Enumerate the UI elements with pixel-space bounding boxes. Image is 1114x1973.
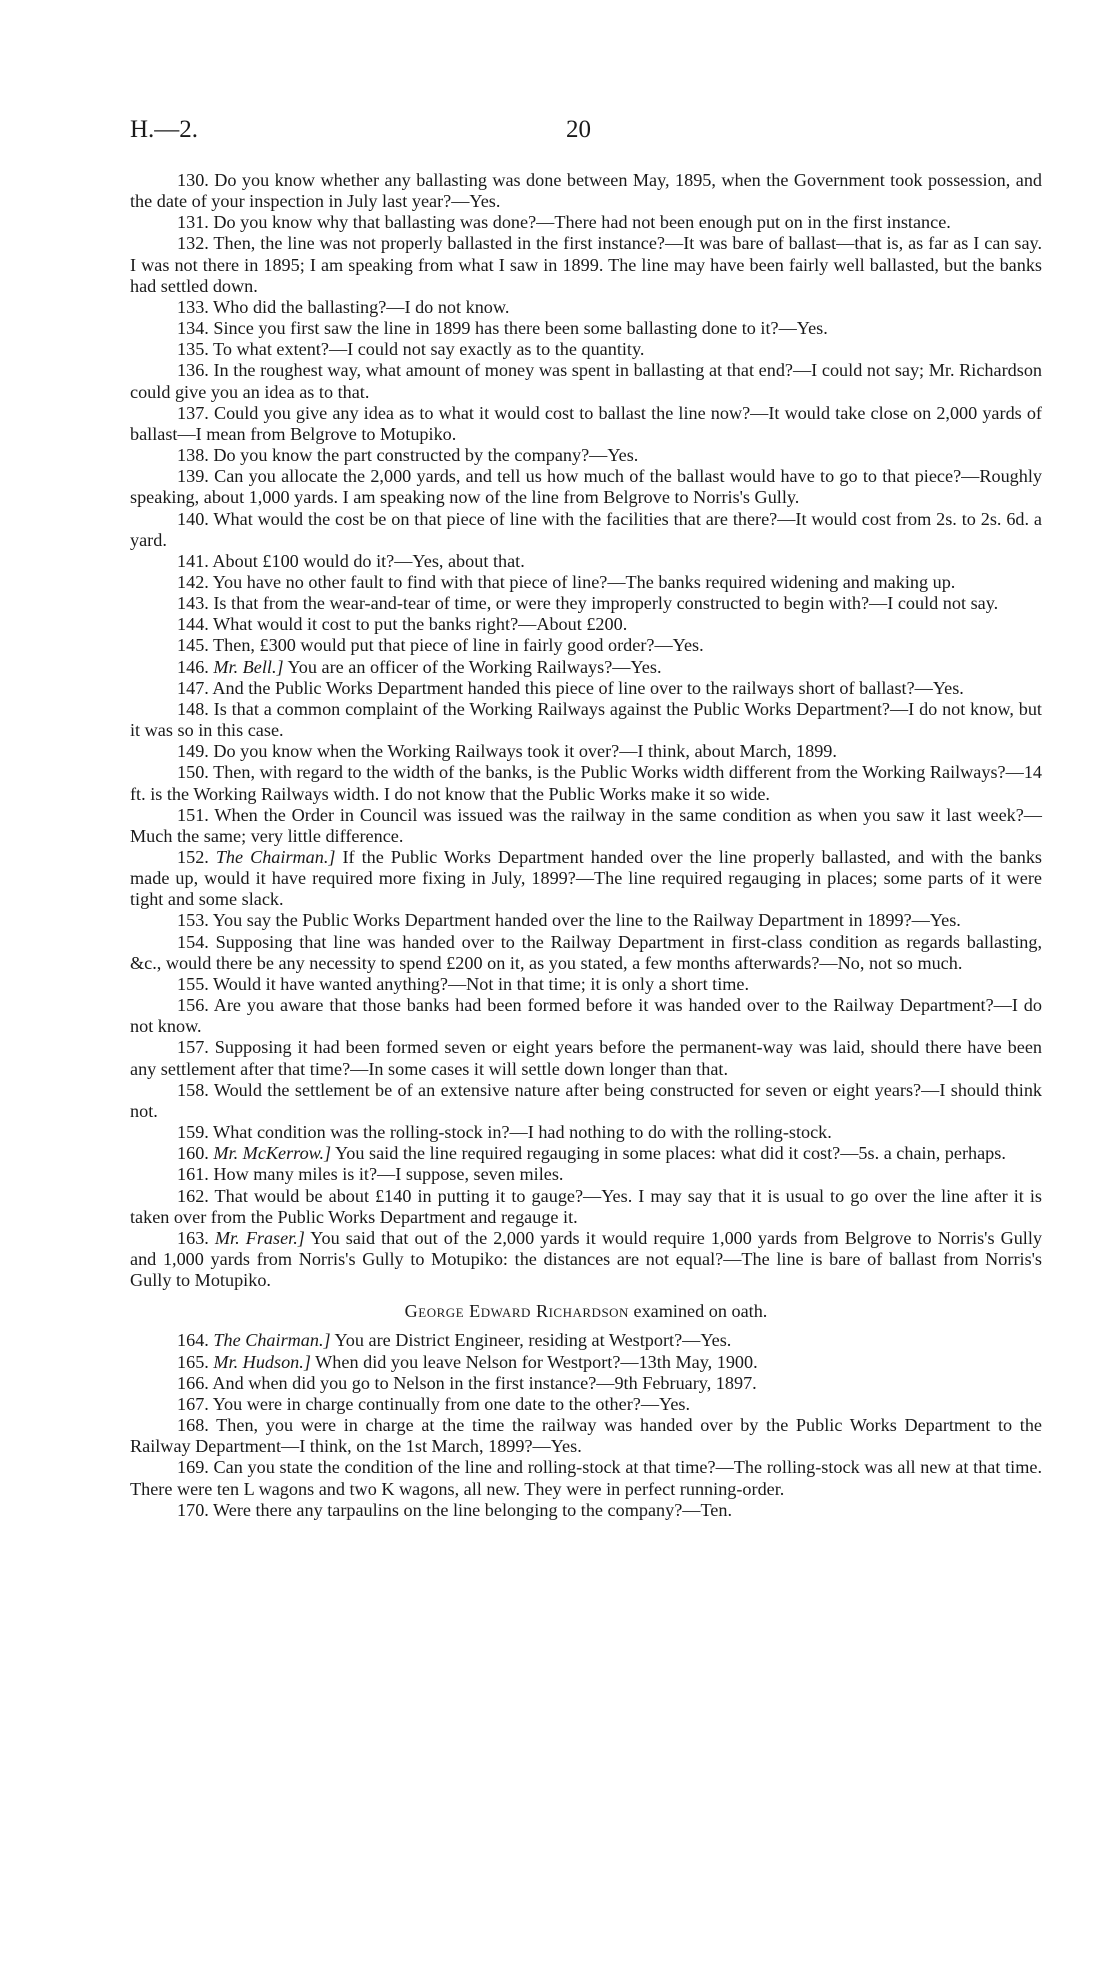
question-paragraph xyxy=(130,614,1042,635)
question-paragraph xyxy=(130,360,1042,402)
witness-heading xyxy=(130,1301,1042,1322)
question-paragraph xyxy=(130,741,1042,762)
question-text: Can you state the condition of the line and rolling-stock at that time?—The rolling-stock was all new at that time. There were ten L wagons and two K wagons, all new. They were in perfect running-order. xyxy=(130,1457,1042,1499)
question-number: 137. xyxy=(177,402,209,423)
question-number: 140. xyxy=(177,508,209,529)
question-number: 161. xyxy=(177,1164,209,1185)
question-paragraph xyxy=(130,466,1042,508)
question-text: That would be about £140 in putting it to gauge?—Yes. I may say that it is usual to go over the line after it is taken over from the Public Works Department and regauge it. xyxy=(130,1185,1042,1227)
question-text: When did you leave Nelson for Westport?—13th May, 1900. xyxy=(315,1351,758,1372)
question-number: 165. xyxy=(177,1351,209,1372)
question-text: Since you first saw the line in 1899 has there been some ballasting done to it?—Yes. xyxy=(213,318,828,339)
question-number: 150. xyxy=(177,762,209,783)
question-paragraph xyxy=(130,1037,1042,1079)
question-paragraph xyxy=(130,1500,1042,1521)
question-paragraph xyxy=(130,339,1042,360)
question-text: You are an officer of the Working Railways?—Yes. xyxy=(287,656,662,677)
question-number: 159. xyxy=(177,1122,209,1143)
question-text: How many miles is it?—I suppose, seven miles. xyxy=(213,1164,564,1185)
question-paragraph xyxy=(130,297,1042,318)
question-number: 135. xyxy=(177,339,209,360)
question-text: If the Public Works Department handed over the line properly ballasted, and with the banks made up, would it have required more fixing in July, 1899?—The line required regauging in places; some parts of it were tight and some slack. xyxy=(130,847,1042,910)
question-paragraph xyxy=(130,1122,1042,1143)
question-number: 155. xyxy=(177,973,209,994)
question-text: Is that a common complaint of the Working Railways against the Public Works Department?—I do not know, but it was so in this case. xyxy=(130,698,1042,741)
question-text: You said the line required regauging in some places: what did it cost?—5s. a chain, perhaps. xyxy=(334,1143,1006,1164)
witness-name: George Edward Richardson xyxy=(404,1301,629,1322)
question-paragraph xyxy=(130,233,1042,296)
question-number: 168. xyxy=(177,1415,209,1436)
question-number: 131. xyxy=(177,212,209,233)
question-paragraph xyxy=(130,635,1042,656)
question-text: Do you know the part constructed by the company?—Yes. xyxy=(213,445,639,466)
speaker-label: Mr. Fraser.] xyxy=(214,1227,305,1248)
question-number: 160. xyxy=(177,1143,209,1164)
question-number: 147. xyxy=(177,677,209,698)
question-paragraph xyxy=(130,1186,1042,1228)
question-paragraph xyxy=(130,170,1042,212)
speaker-label: The Chairman.] xyxy=(213,1330,331,1351)
question-text: And the Public Works Department handed this piece of line over to the railways short of ballast?—Yes. xyxy=(212,677,964,698)
question-number: 143. xyxy=(177,593,209,614)
question-number: 149. xyxy=(177,741,209,762)
question-text: Then, you were in charge at the time the railway was handed over by the Public Works Department to the Railway Department—I think, on the 1st March, 1899?—Yes. xyxy=(130,1415,1042,1457)
question-number: 142. xyxy=(177,571,209,592)
question-paragraph xyxy=(130,572,1042,593)
question-text: Is that from the wear-and-tear of time, or were they improperly constructed to begin with?—I could not say. xyxy=(213,593,999,614)
question-text: Then, the line was not properly ballasted in the first instance?—It was bare of ballast—that is, as far as I can say. I was not there in 1895; I am speaking from what I saw in 1899. The line may have been fairly well ballasted, but the banks had settled down. xyxy=(130,233,1043,296)
question-number: 138. xyxy=(177,445,209,466)
question-text: To what extent?—I could not say exactly as to the quantity. xyxy=(213,339,645,360)
question-paragraph xyxy=(130,847,1042,910)
question-number: 169. xyxy=(177,1457,209,1478)
question-text: Would it have wanted anything?—Not in that time; it is only a short time. xyxy=(213,973,750,994)
question-number: 151. xyxy=(177,804,209,825)
question-text: Can you allocate the 2,000 yards, and tell us how much of the ballast would have to go to that piece?—Roughly speaking, about 1,000 yards. I am speaking now of the line from Belgrove to Norris's Gully. xyxy=(130,466,1042,508)
question-paragraph xyxy=(130,1143,1042,1164)
question-number: 153. xyxy=(177,910,209,931)
question-paragraph xyxy=(130,1394,1042,1415)
witness-suffix: examined on oath. xyxy=(633,1301,768,1322)
question-text: And when did you go to Nelson in the first instance?—9th February, 1897. xyxy=(212,1372,757,1393)
question-text: Were there any tarpaulins on the line belonging to the company?—Ten. xyxy=(213,1499,733,1520)
question-text: When the Order in Council was issued was the railway in the same condition as when you saw it last week?—Much the same; very little difference. xyxy=(130,804,1042,846)
question-paragraph xyxy=(130,318,1042,339)
question-paragraph xyxy=(130,678,1042,699)
speaker-label: Mr. McKerrow.] xyxy=(213,1143,332,1164)
question-paragraph xyxy=(130,1457,1042,1499)
question-number: 145. xyxy=(177,635,209,656)
question-text: Supposing it had been formed seven or eight years before the permanent-way was laid, should there have been any settlement after that time?—In some cases it will settle down longer than that. xyxy=(130,1037,1043,1079)
page-header xyxy=(130,116,1030,150)
question-number: 146. xyxy=(177,656,209,677)
evidence-body xyxy=(130,170,1042,1521)
question-number: 134. xyxy=(177,318,209,339)
question-text: Do you know whether any ballasting was done between May, 1895, when the Government took possession, and the date of your inspection in July last year?—Yes. xyxy=(130,170,1043,212)
question-paragraph xyxy=(130,1373,1042,1394)
question-number: 170. xyxy=(177,1499,209,1520)
page-number: 20 xyxy=(566,116,591,143)
question-text: You said that out of the 2,000 yards it would require 1,000 yards from Belgrove to Norris's Gully and 1,000 yards from Norris's Gully to Motupiko: the distances are not equal?—The line is bare of ballast from Norris's Gully to Motupiko. xyxy=(130,1227,1043,1291)
question-paragraph xyxy=(130,1415,1042,1457)
question-text: What would the cost be on that piece of line with the facilities that are there?—It would cost from 2s. to 2s. 6d. a yard. xyxy=(130,508,1042,550)
question-text: You have no other fault to find with that piece of line?—The banks required widening and making up. xyxy=(212,571,956,592)
question-text: What would it cost to put the banks right?—About £200. xyxy=(213,614,628,635)
question-paragraph xyxy=(130,974,1042,995)
question-paragraph xyxy=(130,445,1042,466)
question-number: 164. xyxy=(177,1330,209,1351)
question-paragraph xyxy=(130,805,1042,847)
question-text: Could you give any idea as to what it would cost to ballast the line now?—It would take close on 2,000 yards of ballast—I mean from Belgrove to Motupiko. xyxy=(130,402,1042,444)
question-text: You were in charge continually from one date to the other?—Yes. xyxy=(212,1393,691,1414)
question-number: 166. xyxy=(177,1372,209,1393)
question-text: Then, with regard to the width of the banks, is the Public Works width different from the Working Railways?—14 ft. is the Working Railways width. I do not know that the Public Works make it so wide. xyxy=(130,762,1043,804)
question-paragraph xyxy=(130,551,1042,572)
question-number: 158. xyxy=(177,1079,209,1100)
question-text: About £100 would do it?—Yes, about that. xyxy=(212,550,525,571)
question-paragraph xyxy=(130,932,1042,974)
question-number: 156. xyxy=(177,995,209,1016)
question-number: 152. xyxy=(177,847,209,867)
question-paragraph xyxy=(130,699,1042,741)
question-number: 133. xyxy=(177,296,209,317)
question-number: 148. xyxy=(177,698,209,719)
question-number: 136. xyxy=(177,360,209,381)
question-number: 130. xyxy=(177,170,209,190)
speaker-label: The Chairman.] xyxy=(215,847,336,867)
question-text: You are District Engineer, residing at Westport?—Yes. xyxy=(334,1330,732,1351)
question-text: Do you know when the Working Railways took it over?—I think, about March, 1899. xyxy=(213,741,837,762)
question-paragraph xyxy=(130,1228,1042,1291)
question-number: 141. xyxy=(177,550,209,571)
question-paragraph xyxy=(130,593,1042,614)
question-paragraph xyxy=(130,657,1042,678)
question-paragraph xyxy=(130,1330,1042,1351)
question-text: Would the settlement be of an extensive nature after being constructed for seven or eight years?—I should think not. xyxy=(130,1079,1043,1121)
question-text: Who did the ballasting?—I do not know. xyxy=(213,296,510,317)
question-paragraph xyxy=(130,762,1042,804)
question-paragraph xyxy=(130,212,1042,233)
question-paragraph xyxy=(130,1080,1042,1122)
question-number: 157. xyxy=(177,1037,209,1058)
question-paragraph xyxy=(130,1352,1042,1373)
question-paragraph xyxy=(130,1164,1042,1185)
question-paragraph xyxy=(130,910,1042,931)
question-text: Are you aware that those banks had been formed before it was handed over to the Railway Department?—I do not know. xyxy=(130,995,1042,1037)
speaker-label: Mr. Bell.] xyxy=(213,656,284,677)
question-text: You say the Public Works Department handed over the line to the Railway Department in 1899?—Yes. xyxy=(212,910,961,931)
question-text: In the roughest way, what amount of money was spent in ballasting at that end?—I could not say; Mr. Richardson could give you an idea as to that. xyxy=(130,360,1043,402)
question-number: 132. xyxy=(177,233,209,254)
question-text: Then, £300 would put that piece of line in fairly good order?—Yes. xyxy=(213,635,704,656)
question-number: 162. xyxy=(177,1185,209,1206)
question-paragraph xyxy=(130,995,1042,1037)
question-number: 163. xyxy=(177,1227,209,1248)
question-paragraph xyxy=(130,509,1042,551)
document-reference: H.—2. xyxy=(130,116,199,143)
question-number: 144. xyxy=(177,614,209,635)
question-number: 167. xyxy=(177,1393,209,1414)
question-text: Supposing that line was handed over to the Railway Department in first-class condition as regards ballasting, &c., would there be any necessity to spend £200 on it, as you stated, a few months afterwards?—No, not so much. xyxy=(130,931,1043,973)
question-text: What condition was the rolling-stock in?—I had nothing to do with the rolling-stock. xyxy=(213,1122,832,1143)
question-number: 154. xyxy=(177,931,209,952)
question-text: Do you know why that ballasting was done?—There had not been enough put on in the first instance. xyxy=(213,212,951,233)
question-paragraph xyxy=(130,403,1042,445)
speaker-label: Mr. Hudson.] xyxy=(213,1351,311,1372)
question-number: 139. xyxy=(177,466,209,487)
